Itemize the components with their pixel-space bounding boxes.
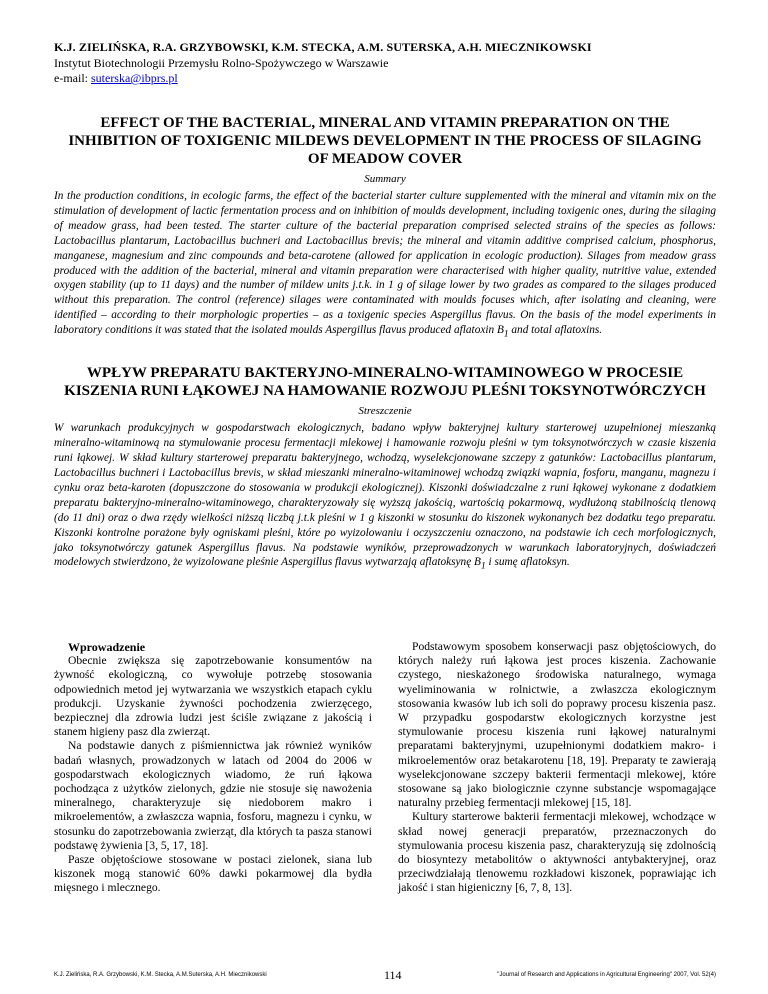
authors: K.J. ZIELIŃSKA, R.A. GRZYBOWSKI, K.M. STECKA, A.M. SUTERSKA, A.H. MIECZNIKOWSKI	[54, 40, 592, 54]
english-title: EFFECT OF THE BACTERIAL, MINERAL AND VITAMIN PREPARATION ON THE INHIBITION OF TOXIGENIC MILDEWS DEVELOPMENT IN THE PROCESS OF SILAGING OF MEADOW COVER	[68, 115, 702, 167]
intro-paragraph-1: Obecnie zwiększa się zapotrzebowanie konsumentów na żywność ekologiczną, co wywołuje potrzebę stosowania odpowiednich metod jej wytwarzania we wszystkich etapach cyklu produkcji. Uzyskanie żywności pochodzenia zwierzęcego, bezpiecznej dla zdrowia ludzi jest ściśle związane z jakością i stanem higieny pasz dla zwierząt.	[54, 654, 372, 739]
polish-summary-end: i sumę aflatoksyn.	[485, 556, 570, 569]
intro-paragraph-5: Kultury starterowe bakterii fermentacji mlekowej, wchodzące w skład nowej generacji preparatów, przeznaczonych do stymulowania procesu kiszenia pasz, charakteryzują się zdolnością do biosyntezy metabolitów o aktywności antybakteryjnej, oraz przeciwdziałają tlenowemu rozkładowi kiszonek, poprawiając ich jakość i stan higieniczny [6, 7, 8, 13].	[398, 810, 716, 895]
page-footer	[54, 970, 716, 984]
english-summary-text: In the production conditions, in ecologic farms, the effect of the bacterial starter culture supplemented with the mineral and vitamin mix on the stimulation of development of lactic fermentation process and on inhibition of moulds development, including toxigenic ones, during the silaging of meadow grass, had been tested. The starter culture of the bacterial preparation comprised selected strains of the species as follows: Lactobacillus plantarum, Lactobacillus buchneri and Lactobacillus brevis; the mineral and vitamin additive comprised calcium, phosphorus, manganese, magnesium and zinc compounds and beta-carotene (allowed for application in ecologic production). Silages from meadow grass produced with the addition of the bacterial, mineral and vitamin preparation were characterised with higher quality, nutritive value, extended oxygen stability (up to 11 days) and the number of mildew units j.t.k. in 1 g of silage lower by two grades as compared to the silages produced without this preparation. The control (reference) silages were contaminated with moulds focuses which, after isolating and cleaning, were identified – according to their morphologic properties – as a toxigenic species Aspergillus flavus. On the basis of the model experiments in laboratory conditions it was stated that the isolated moulds Aspergillus flavus produced aflatoxin B	[54, 190, 716, 337]
footer-journal: "Journal of Research and Applications in Agricultural Engineering" 2007, Vol. 52(4)	[497, 972, 716, 978]
streszczenie-heading: Streszczenie	[358, 405, 412, 418]
left-column	[54, 640, 372, 896]
institution: Instytut Biotechnologii Przemysłu Rolno-Spożywczego w Warszawie	[54, 56, 389, 70]
polish-summary-subscript: 1	[480, 561, 486, 572]
email-label: e-mail:	[54, 71, 91, 85]
intro-paragraph-4: Podstawowym sposobem konserwacji pasz objętościowych, do których należy ruń łąkowa jest proces kiszenia. Zachowanie czystego, nieskażonego środowiska naturalnego, wymaga wyeliminowania w rolnictwie, a zwłaszcza ekologicznym stosowania kwasów lub ich soli do poprawy procesu kiszenia pasz. W przypadku gospodarstw ekologicznych korzystne jest stymulowanie procesu kiszenia runi łąkowej naturalnymi preparatami bakteryjnymi, uzupełnionymi dodatkiem makro- i mikroelementów oraz betakarotenu [18, 19]. Preparaty te zawierają wyselekcjonowane szczepy bakterii fermentacji mlekowej, które stosowane są jako biologicznie czynne substancje wspomagające naturalny przebieg fermentacji mlekowej [15, 18].	[398, 640, 716, 810]
right-column	[398, 640, 716, 896]
email-link[interactable]: suterska@ibprs.pl	[90, 71, 178, 85]
summary-heading: Summary	[364, 173, 406, 185]
english-summary-subscript: 1	[503, 329, 509, 340]
polish-summary	[54, 421, 716, 574]
email-line	[54, 71, 716, 86]
page-body	[54, 40, 716, 575]
intro-paragraph-2: Na podstawie danych z piśmiennictwa jak również wyników badań własnych, prowadzonych w latach od 2004 do 2006 w gospodarstwach ekologicznych wiadomo, że ruń łąkowa pochodząca z użytków zielonych, gdzie nie stosuje się nawożenia mineralnego, charakteryzuje się niedoborem makro i mikroelementów, a zwłaszcza wapnia, fosforu, magnezu i cynku, w stosunku do zapotrzebowania zwierząt, dla których ta pasza stanowi podstawę żywienia [3, 5, 17, 18].	[54, 739, 372, 852]
polish-title: WPŁYW PREPARATU BAKTERYJNO-MINERALNO-WITAMINOWEGO W PROCESIE KISZENIA RUNI ŁĄKOWEJ NA HAMOWANIE ROZWOJU PLEŚNI TOKSYNOTWÓRCZYCH	[64, 365, 706, 400]
intro-paragraph-3: Pasze objętościowe stosowane w postaci zielonek, siana lub kiszonek mogą stanowić 60% dawki pokarmowej dla bydła mięsnego i mlecznego.	[54, 853, 372, 895]
english-summary-end: and total aflatoxins.	[508, 324, 603, 337]
english-summary	[54, 189, 716, 342]
polish-summary-text: W warunkach produkcyjnych w gospodarstwach ekologicznych, badano wpływ bakteryjnej kultury starterowej uzupełnionej mieszanką mineralno-witaminową na stymulowanie procesu fermentacji mlekowej i hamowanie rozwoju pleśni w tym toksynotwórczych w czasie kiszenia runi łąkowej. W skład kultury starterowej preparatu bakteryjnego, wchodzą, wyselekcjonowane szczepy z gatunków: Lactobacillus plantarum, Lactobacillus buchneri i Lactobacillus brevis, w skład mieszanki mineralno-witaminowej wchodzą związki wapnia, fosforu, manganu, magnezu i cynku oraz beta-karoten (dopuszczone do stosowania w produkcji ekologicznej). Kiszonki doświadczalne z runi łąkowej wykonane z dodatkiem preparatu bakteryjno-mineralno-witaminowego, charakteryzowały się wyższą jakością, wartością pokarmową, wydłużoną stabilnością tlenową (do 11 dni) oraz o dwa rzędy wielkości niższą liczbą j.t.k pleśni w 1 g kiszonki w stosunku do kiszonek wykonanych bez dodatku tego preparatu. Kiszonki kontrolne porażone były ogniskami pleśni, które po wyizolowaniu i oczyszczeniu oznaczono, na podstawie ich cech morfologicznych, jako toksynotwórczy gatunek Aspergillus flavus. Na podstawie wyników, przeprowadzonych w warunkach laboratoryjnych, doświadczeń modelowych stwierdzono, że wyizolowane pleśnie Aspergillus flavus wytwarzają aflatoksynę B	[54, 422, 716, 569]
page-number: 114	[384, 968, 402, 982]
intro-heading: Wprowadzenie	[68, 640, 146, 654]
footer-authors: K.J. Zielińska, R.A. Grzybowski, K.M. Stecka, A.M.Suterska, A.H. Miecznikowski	[54, 972, 267, 978]
